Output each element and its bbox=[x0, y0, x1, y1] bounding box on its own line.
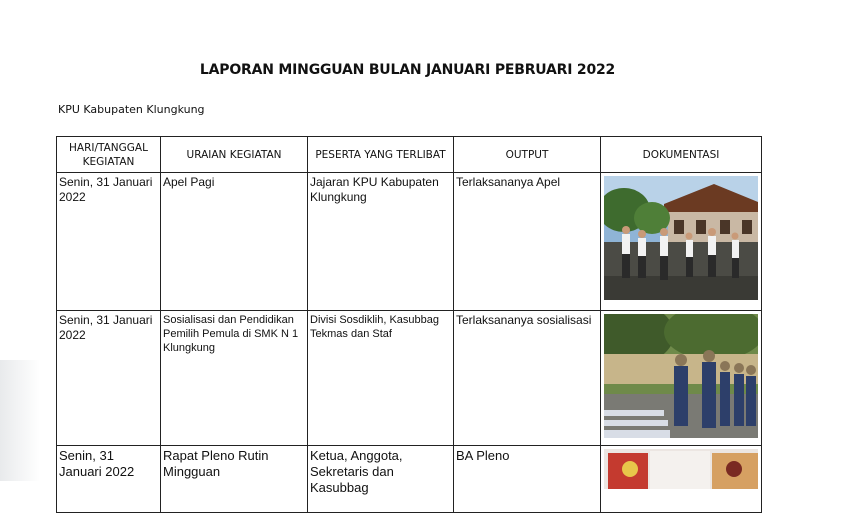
plenary-meeting-photo bbox=[604, 449, 758, 489]
report-title: LAPORAN MINGGUAN BULAN JANUARI PEBRUARI 2022 bbox=[199, 62, 616, 78]
table-header-row bbox=[57, 137, 762, 173]
weekly-report-table bbox=[56, 136, 762, 513]
morning-assembly-photo bbox=[604, 176, 758, 300]
header-date: HARI/TANGGAL KEGIATAN bbox=[57, 137, 161, 173]
cell-date: Senin, 31 Januari 2022 bbox=[57, 446, 161, 513]
cell-date: Senin, 31 Januari 2022 bbox=[57, 173, 161, 311]
cell-date: Senin, 31 Januari 2022 bbox=[57, 311, 161, 446]
cell-participants: Jajaran KPU Kabupaten Klungkung bbox=[308, 173, 454, 311]
cell-documentation bbox=[601, 311, 762, 446]
header-documentation: DOKUMENTASI bbox=[601, 137, 762, 173]
cell-output: Terlaksananya Apel bbox=[454, 173, 601, 311]
organization-name: KPU Kabupaten Klungkung bbox=[58, 103, 205, 116]
cell-participants: Divisi Sosdiklih, Kasubbag Tekmas dan Staf bbox=[308, 311, 454, 446]
header-activity: URAIAN KEGIATAN bbox=[161, 137, 308, 173]
header-participants: PESERTA YANG TERLIBAT bbox=[308, 137, 454, 173]
cell-output: BA Pleno bbox=[454, 446, 601, 513]
cell-activity: Apel Pagi bbox=[161, 173, 308, 311]
cell-activity: Sosialisasi dan Pendidikan Pemilih Pemula di SMK N 1 Klungkung bbox=[161, 311, 308, 446]
cell-documentation bbox=[601, 173, 762, 311]
cell-participants: Ketua, Anggota, Sekretaris dan Kasubbag bbox=[308, 446, 454, 513]
scan-shadow bbox=[0, 360, 40, 481]
table-row bbox=[57, 311, 762, 446]
cell-activity: Rapat Pleno Rutin Mingguan bbox=[161, 446, 308, 513]
table-row bbox=[57, 446, 762, 513]
table-row bbox=[57, 173, 762, 311]
socialization-event-photo bbox=[604, 314, 758, 438]
cell-documentation bbox=[601, 446, 762, 513]
cell-output: Terlaksananya sosialisasi bbox=[454, 311, 601, 446]
header-output: OUTPUT bbox=[454, 137, 601, 173]
